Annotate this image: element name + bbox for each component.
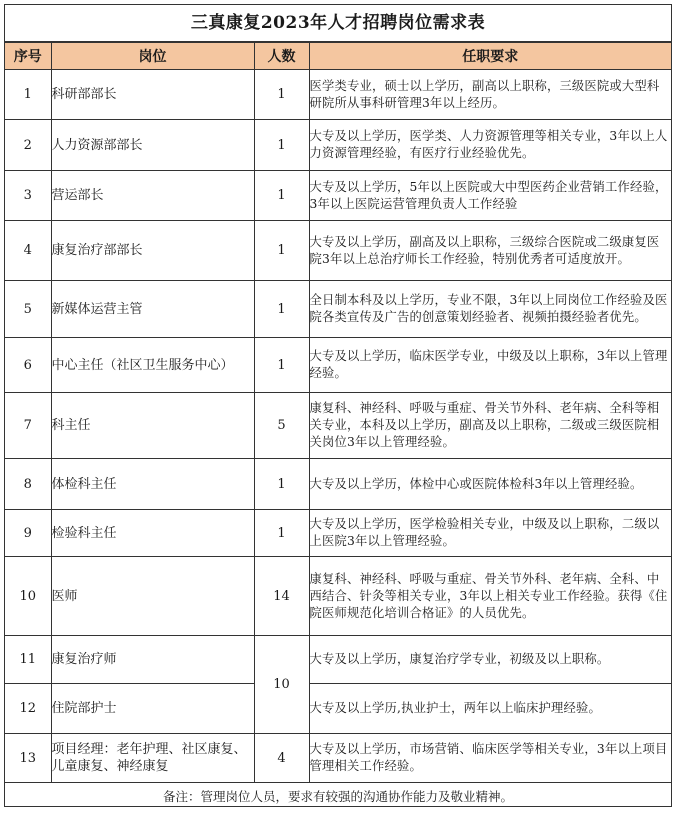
table-row	[5, 684, 671, 734]
row-position: 康复治疗部部长	[51, 221, 254, 281]
table-row	[5, 171, 671, 221]
row-position: 中心主任（社区卫生服务中心）	[51, 338, 254, 393]
row-position: 科研部部长	[51, 70, 254, 120]
job-table	[5, 42, 671, 810]
row-position: 营运部长	[51, 171, 254, 221]
table-row	[5, 734, 671, 783]
sheet-title: 三真康复2023年人才招聘岗位需求表	[5, 5, 671, 42]
row-count: 1	[254, 221, 309, 281]
row-count: 10	[254, 636, 309, 734]
row-position: 人力资源部部长	[51, 120, 254, 171]
row-requirements: 大专及以上学历，临床医学专业，中级及以上职称，3年以上管理经验。	[309, 338, 671, 393]
row-position: 项目经理：老年护理、社区康复、儿童康复、神经康复	[51, 734, 254, 783]
row-count: 1	[254, 70, 309, 120]
row-requirements: 大专及以上学历，副高及以上职称，三级综合医院或二级康复医院3年以上总治疗师长工作经验，特别优秀者可适度放开。	[309, 221, 671, 281]
row-count: 4	[254, 734, 309, 783]
row-position: 新媒体运营主管	[51, 281, 254, 338]
header-position: 岗位	[51, 43, 254, 70]
header-row	[5, 43, 671, 70]
row-requirements: 康复科、神经科、呼吸与重症、骨关节外科、老年病、全科、中西结合、针灸等相关专业，3年以上相关专业工作经验。获得《住院医师规范化培训合格证》的人员优先。	[309, 557, 671, 636]
row-position: 住院部护士	[51, 684, 254, 734]
row-requirements: 大专及以上学历，康复治疗学专业，初级及以上职称。	[309, 636, 671, 684]
row-requirements: 大专及以上学历，市场营销、临床医学等相关专业，3年以上项目管理相关工作经验。	[309, 734, 671, 783]
row-count: 1	[254, 338, 309, 393]
table-row	[5, 557, 671, 636]
recruitment-sheet	[4, 4, 672, 807]
table-row	[5, 393, 671, 459]
row-seq: 4	[5, 221, 51, 281]
row-seq: 7	[5, 393, 51, 459]
row-seq: 9	[5, 510, 51, 557]
row-position: 医师	[51, 557, 254, 636]
table-row	[5, 338, 671, 393]
row-position: 体检科主任	[51, 459, 254, 510]
footnote-row	[5, 783, 671, 810]
table-row	[5, 70, 671, 120]
row-seq: 10	[5, 557, 51, 636]
row-seq: 3	[5, 171, 51, 221]
row-requirements: 大专及以上学历，医学检验相关专业，中级及以上职称，二级以上医院3年以上管理经验。	[309, 510, 671, 557]
row-seq: 12	[5, 684, 51, 734]
row-seq: 1	[5, 70, 51, 120]
row-seq: 5	[5, 281, 51, 338]
row-count: 1	[254, 510, 309, 557]
table-row	[5, 281, 671, 338]
table-row	[5, 221, 671, 281]
row-seq: 11	[5, 636, 51, 684]
footnote: 备注：管理岗位人员，要求有较强的沟通协作能力及敬业精神。	[5, 783, 671, 810]
header-count: 人数	[254, 43, 309, 70]
row-seq: 13	[5, 734, 51, 783]
row-requirements: 大专及以上学历,执业护士，两年以上临床护理经验。	[309, 684, 671, 734]
row-seq: 2	[5, 120, 51, 171]
table-row	[5, 510, 671, 557]
row-count: 1	[254, 120, 309, 171]
row-count: 5	[254, 393, 309, 459]
table-row	[5, 120, 671, 171]
row-requirements: 大专及以上学历，医学类、人力资源管理等相关专业，3年以上人力资源管理经验，有医疗行业经验优先。	[309, 120, 671, 171]
row-count: 14	[254, 557, 309, 636]
header-seq: 序号	[5, 43, 51, 70]
row-requirements: 康复科、神经科、呼吸与重症、骨关节外科、老年病、全科等相关专业，本科及以上学历，副高及以上职称，二级或三级医院相关岗位3年以上管理经验。	[309, 393, 671, 459]
row-position: 科主任	[51, 393, 254, 459]
row-count: 1	[254, 281, 309, 338]
row-position: 检验科主任	[51, 510, 254, 557]
row-requirements: 大专及以上学历，5年以上医院或大中型医药企业营销工作经验，3年以上医院运营管理负责人工作经验	[309, 171, 671, 221]
row-requirements: 全日制本科及以上学历，专业不限，3年以上同岗位工作经验及医院各类宣传及广告的创意策划经验者、视频拍摄经验者优先。	[309, 281, 671, 338]
row-requirements: 大专及以上学历，体检中心或医院体检科3年以上管理经验。	[309, 459, 671, 510]
row-count: 1	[254, 459, 309, 510]
row-requirements: 医学类专业，硕士以上学历，副高以上职称，三级医院或大型科研院所从事科研管理3年以上经历。	[309, 70, 671, 120]
row-position: 康复治疗师	[51, 636, 254, 684]
header-requirements: 任职要求	[309, 43, 671, 70]
table-row	[5, 636, 671, 684]
row-count: 1	[254, 171, 309, 221]
row-seq: 6	[5, 338, 51, 393]
table-row	[5, 459, 671, 510]
row-seq: 8	[5, 459, 51, 510]
